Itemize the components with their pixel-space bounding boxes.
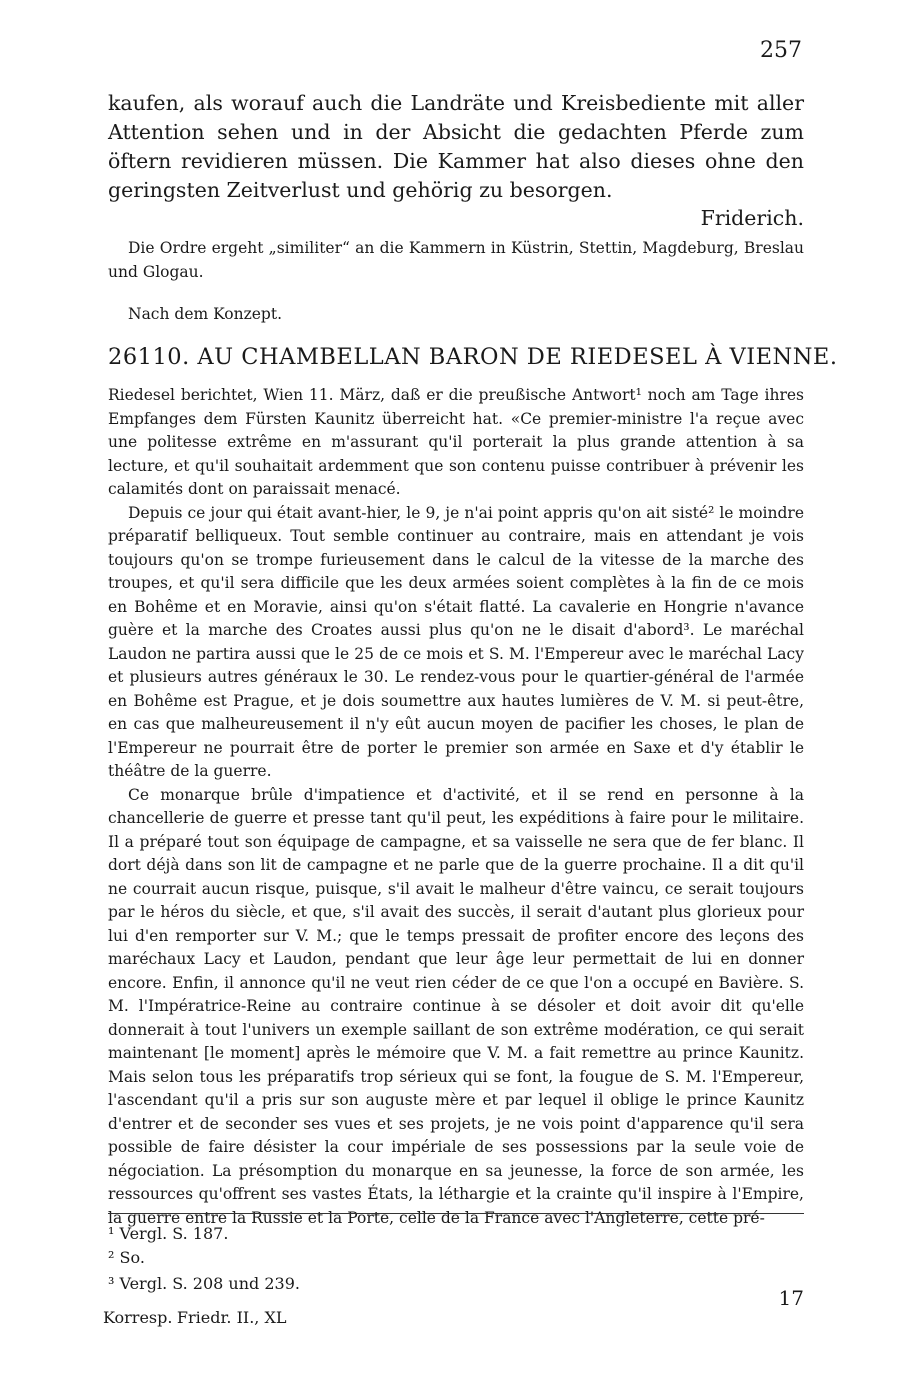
footer-prefix: Korresp. bbox=[103, 1308, 173, 1327]
letter-heading: 26110. AU CHAMBELLAN BARON DE RIEDESEL À VIENNE. bbox=[108, 344, 838, 370]
opening-paragraph: kaufen, als worauf auch die Landräte und Kreisbediente mit aller Attention sehen und in der Absicht die gedachten Pferde zum öftern revidieren müssen. Die Kammer hat also dieses ohne den geringsten Zeitverlust und gehörig zu besorgen. bbox=[108, 91, 804, 202]
signature: Friderich. bbox=[700, 206, 804, 230]
footnote-2: ² So. bbox=[108, 1248, 145, 1267]
footnote-divider bbox=[108, 1213, 804, 1214]
source-note-block bbox=[108, 303, 804, 327]
page-number: 257 bbox=[760, 38, 802, 63]
footer-rest: Friedr. II., XL bbox=[176, 1308, 287, 1327]
letter-paragraph-1: Depuis ce jour qui était avant-hier, le 9, je n'ai point appris qu'on ait sisté² le moindre préparatif belliqueux. Tout semble continuer au contraire, mais en attendant je vois toujours qu'on se trompe furieusement dans le calcul de la vitesse de la marche des troupes, et qu'il sera difficile que les deux armées soient complètes à la fin de ce mois en Bohême et en Moravie, ainsi qu'on s'était flatté. La cavalerie en Hongrie n'avance guère et la marche des Croates aussi plus qu'on ne le disait d'abord³. Le maréchal Laudon ne partira aussi que le 25 de ce mois et S. M. l'Empereur avec le maréchal Lacy et plusieurs autres généraux le 30. Le rendez-vous pour le quartier-général de l'armée en Bohême est Prague, et je dois soumettre aux hautes lumières de V. M. si peut-être, en cas que malheureusement il n'y eût aucun moyen de pacifier les choses, le plan de l'Empereur ne pourrait être de porter le premier son armée en Saxe et d'y établir le théâtre de la guerre. bbox=[108, 503, 804, 780]
footer-line bbox=[103, 1308, 286, 1327]
letter-paragraph-2: Ce monarque brûle d'impatience et d'activité, et il se rend en personne à la chancellerie de guerre et presse tant qu'il peut, les expéditions à faire pour le militaire. Il a préparé tout son équipage de campagne, et sa vaisselle ne sera que de fer blanc. Il dort déjà dans son lit de campagne et ne parle que de la guerre prochaine. Il a dit qu'il ne courrait aucun risque, puisque, s'il avait le malheur d'être vaincu, ce serait toujours par le héros du siècle, et que, s'il avait des succès, il serait d'autant plus glorieux pour lui d'en remporter sur V. M.; que le temps pressait de profiter encore des leçons des maréchaux Lacy et Laudon, pendant que leur âge leur permettait de lui en donner encore. Enfin, il annonce qu'il ne veut rien céder de ce que l'on a occupé en Bavière. S. M. l'Impératrice-Reine au contraire continue à se désoler et doit avoir dit qu'elle donnerait à tout l'univers un exemple saillant de son extrême modération, ce qui serait maintenant [le moment] après le mémoire que V. M. a fait remettre au prince Kaunitz. Mais selon tous les préparatifs trop sérieux qui se font, la fougue de S. M. l'Empereur, l'ascendant qu'il a pris sur son auguste mère et par lequel il oblige le prince Kaunitz d'entrer et de seconder ses vues et ses projets, je ne vois point d'apparence qu'il sera possible de faire désister la cour impériale de ses possessions par la seule voie de négociation. La présomption du monarque en sa jeunesse, la force de son armée, les ressources qu'offrent ses vastes États, la léthargie et la crainte qu'il inspire à l'Empire, la guerre entre la Russie et la Porte, celle de la France avec l'Angleterre, cette pré- bbox=[108, 785, 804, 1227]
opening-note-block bbox=[108, 237, 804, 284]
footnote-1: ¹ Vergl. S. 187. bbox=[108, 1224, 229, 1243]
source-note: Nach dem Konzept. bbox=[128, 305, 283, 323]
letter-body bbox=[108, 384, 804, 1230]
opening-section bbox=[108, 89, 804, 205]
letter-summary: Riedesel berichtet, Wien 11. März, daß er die preußische Antwort¹ noch am Tage ihres Empfanges dem Fürsten Kaunitz überreicht hat. «Ce premier-ministre l'a reçue avec une politesse extrême en m'assurant qu'il porterait la plus grande attention à sa lecture, et qu'il souhaitait ardemment que son contenu puisse contribuer à prévenir les calamités dont on paraissait menacé. bbox=[108, 386, 804, 498]
footnote-3: ³ Vergl. S. 208 und 239. bbox=[108, 1274, 300, 1293]
signature-mark: 17 bbox=[778, 1286, 804, 1310]
ordre-note: Die Ordre ergeht „similiter“ an die Kammern in Küstrin, Stettin, Magdeburg, Breslau und Glogau. bbox=[108, 239, 804, 281]
